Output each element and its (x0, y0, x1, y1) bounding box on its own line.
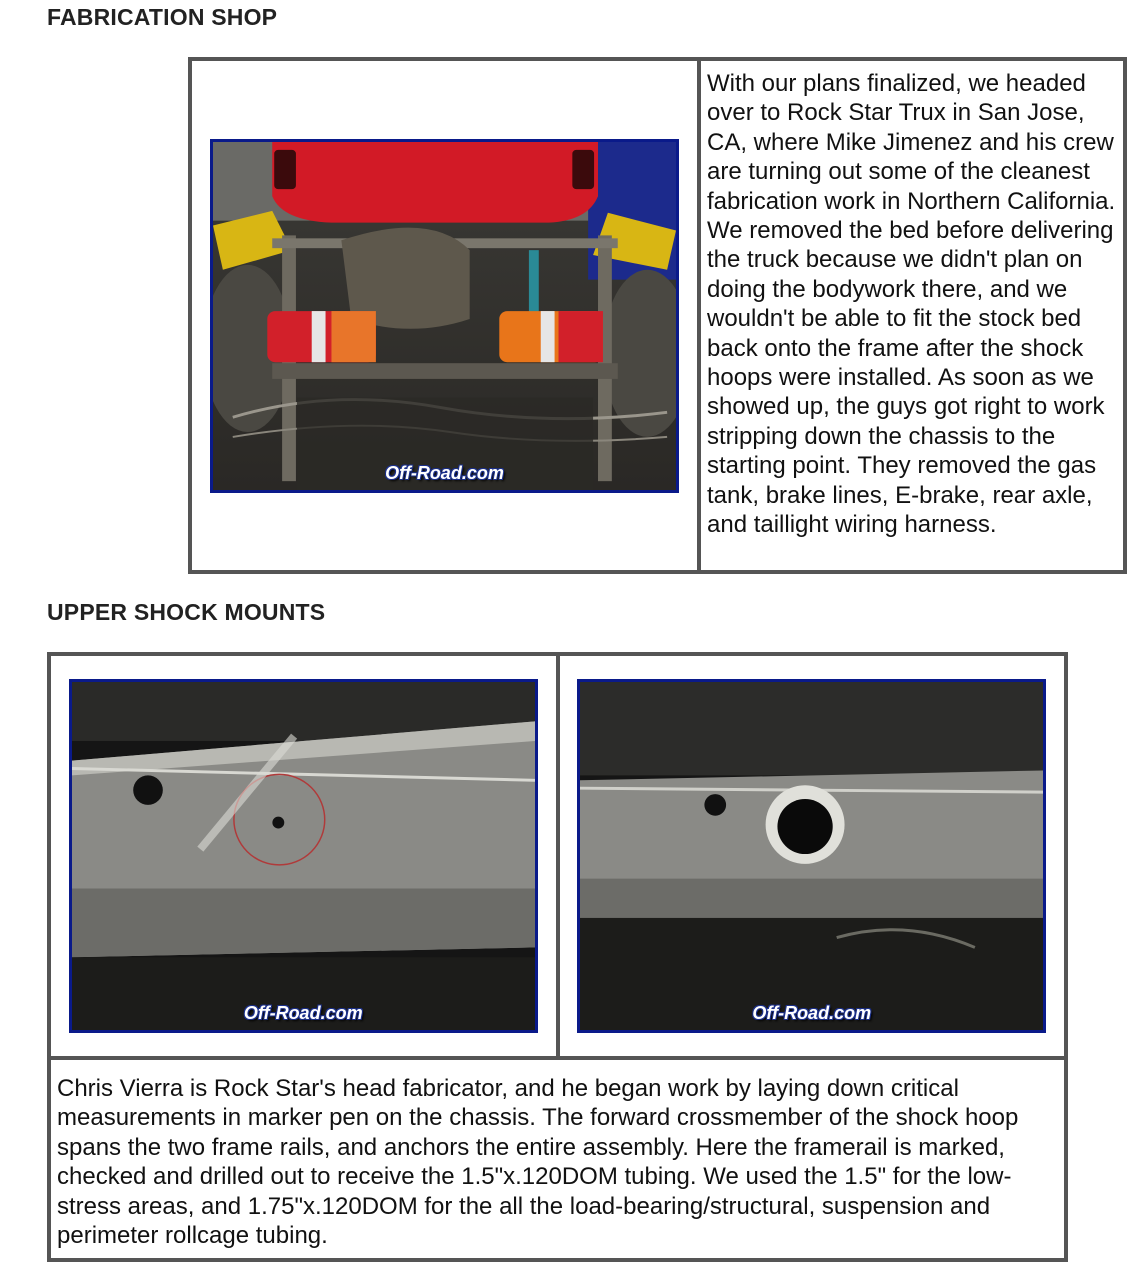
section-heading-upper-shock-mounts: UPPER SHOCK MOUNTS (47, 599, 326, 625)
upper-shock-mounts-table (47, 652, 1068, 1262)
frame-rail-marked-photo-image (72, 682, 535, 1030)
photo-watermark: Off-Road.com (243, 1003, 363, 1023)
photo-watermark: Off-Road.com (752, 1003, 872, 1023)
upper-shock-mounts-description: Chris Vierra is Rock Star's head fabricator, and he began work by laying down critical measurements in marker pen on the chassis. The forward crossmember of the shock hoop spans the two frame rails, and anchors the entire assembly. Here the framerail is marked, checked and drilled out to receive the 1.5"x.120DOM tubing. We used the 1.5" for the low-stress areas, and 1.75"x.120DOM for the all the load-bearing/structural, suspension and perimeter rollcage tubing. (49, 1058, 1066, 1260)
fabrication-photo-cell (190, 59, 699, 572)
frame-rail-drilled-photo-image (580, 682, 1043, 1030)
photo-watermark: Off-Road.com (385, 462, 504, 483)
fabrication-shop-table (188, 57, 1127, 574)
truck-chassis-photo-image (213, 142, 676, 490)
frame-rail-drilled-photo (577, 679, 1046, 1033)
frame-rail-marked-photo-cell (49, 654, 558, 1058)
frame-rail-drilled-photo-cell (558, 654, 1067, 1058)
section-heading-fabrication-shop: FABRICATION SHOP (47, 4, 278, 30)
truck-chassis-photo (210, 139, 679, 493)
frame-rail-marked-photo (69, 679, 538, 1033)
fabrication-shop-description: With our plans finalized, we headed over to Rock Star Trux in San Jose, CA, where Mike Jimenez and his crew are turning out some of the cleanest fabrication work in Northern California. We removed the bed before delivering the truck because we didn't plan on doing the bodywork there, and we wouldn't be able to fit the stock bed back onto the frame after the shock hoops were installed. As soon as we showed up, the guys got right to work stripping down the chassis to the starting point. They removed the gas tank, brake lines, E-brake, rear axle, and taillight wiring harness. (699, 59, 1125, 572)
